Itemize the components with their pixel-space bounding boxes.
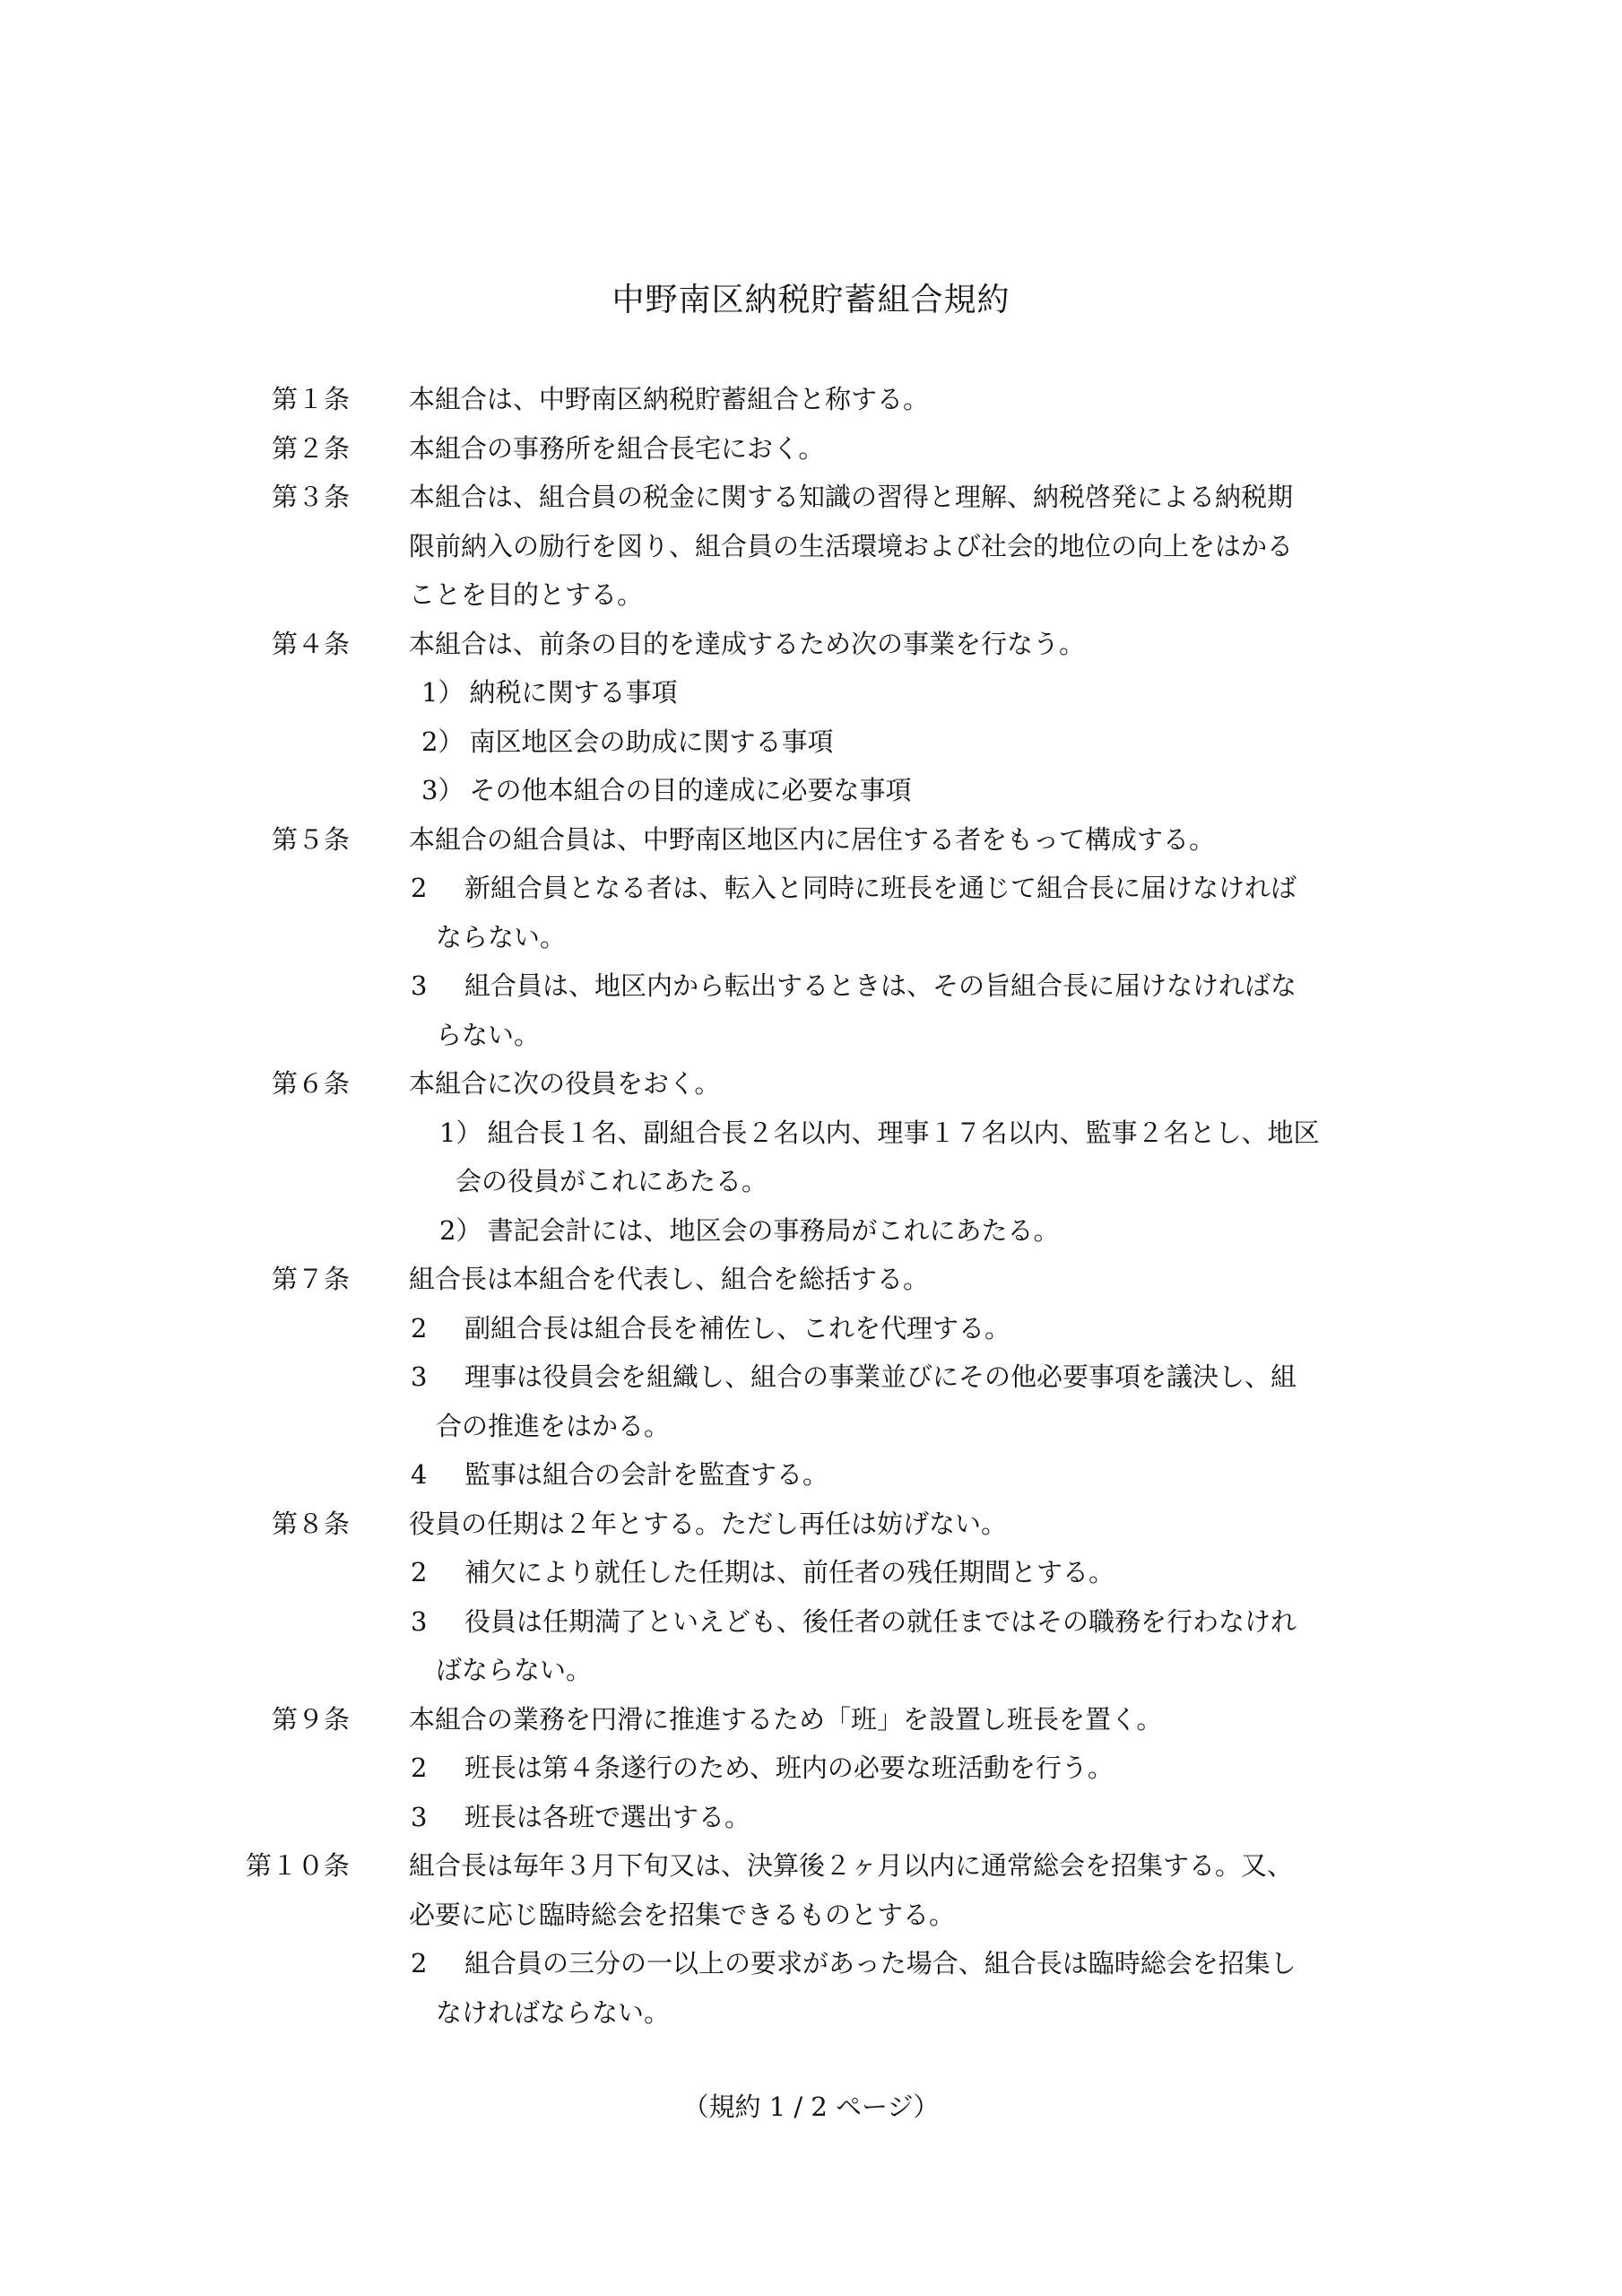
- article-label: 第９条: [271, 1703, 350, 1735]
- page-footer: （規約 1 / 2 ページ）: [682, 2092, 940, 2122]
- article-text: 本組合は、中野南区納税貯蓄組合と称する。: [409, 384, 930, 414]
- article-paragraph: [411, 1597, 1622, 1695]
- article-4: [0, 620, 1622, 669]
- article-text: 本組合の組合員は、中野南区地区内に居住する者をもって構成する。: [409, 823, 1216, 855]
- article-label: 第８条: [271, 1508, 350, 1539]
- article-item: [421, 766, 1622, 815]
- article-label: 第５条: [271, 823, 350, 855]
- article-1: [0, 375, 1622, 424]
- paragraph-continuation: 合の推進をはかる。: [436, 1410, 671, 1441]
- article-text: 本組合は、前条の目的を達成するため次の事業を行なう。: [409, 628, 1086, 659]
- item-text: 南区地区会の助成に関する事項: [469, 726, 834, 757]
- article-text: 役員の任期は２年とする。ただし再任は妨げない。: [409, 1508, 1008, 1539]
- item-text: 納税に関する事項: [469, 677, 678, 708]
- paragraph-text: 新組合員となる者は、転入と同時に班長を通じて組合長に届けなければ: [464, 873, 1297, 903]
- item-continuation: 会の役員がこれにあたる。: [455, 1166, 768, 1196]
- paragraph-continuation: なければならない。: [436, 1996, 671, 2028]
- article-paragraph: [411, 961, 1622, 1059]
- article-item: [439, 1206, 1622, 1256]
- article-5: [0, 815, 1622, 865]
- paragraph-continuation: らない。: [436, 1019, 541, 1050]
- article-label: 第３条: [271, 482, 350, 512]
- item-number: 3）: [421, 775, 464, 805]
- article-item: [421, 718, 1622, 767]
- article-text: 組合長は毎年３月下旬又は、決算後２ヶ月以内に通常総会を招集する。又、: [409, 1850, 1294, 1881]
- paragraph-text: 組合員の三分の一以上の要求があった場合、組合長は臨時総会を招集し: [464, 1948, 1297, 1979]
- paragraph-number: 2: [411, 1752, 428, 1783]
- item-number: 2）: [421, 726, 464, 757]
- article-6: [0, 1059, 1622, 1109]
- item-number: 2）: [439, 1214, 482, 1246]
- paragraph-number: 2: [411, 1557, 428, 1587]
- paragraph-continuation: ばならない。: [436, 1655, 593, 1685]
- paragraph-text: 理事は役員会を組織し、組合の事業並びにその他必要事項を議決し、組: [464, 1361, 1297, 1392]
- article-text: 必要に応じ臨時総会を招集できるものとする。: [409, 1899, 956, 1930]
- paragraph-number: 4: [411, 1459, 428, 1490]
- paragraph-number: 2: [411, 1948, 428, 1979]
- paragraph-number: 3: [411, 1361, 428, 1392]
- article-paragraph: [411, 1548, 1622, 1597]
- document-title: 中野南区納税貯蓄組合規約: [612, 282, 1010, 318]
- article-label: 第７条: [271, 1264, 350, 1294]
- paragraph-number: 3: [411, 970, 428, 1001]
- article-paragraph: [411, 864, 1622, 961]
- paragraph-number: 3: [411, 1801, 428, 1832]
- article-text: 限前納入の励行を図り、組合員の生活環境および社会的地位の向上をはかる: [409, 530, 1294, 561]
- article-label: 第１条: [271, 384, 350, 414]
- item-text: 組合長１名、副組合長２名以内、理事１７名以内、監事２名とし、地区: [487, 1117, 1320, 1148]
- article-text: 本組合に次の役員をおく。: [409, 1068, 721, 1099]
- paragraph-continuation: ならない。: [436, 921, 567, 952]
- item-number: 1）: [421, 677, 464, 708]
- article-9: [0, 1695, 1622, 1744]
- article-10: [0, 1841, 1622, 1939]
- article-text: 組合長は本組合を代表し、組合を総括する。: [409, 1264, 930, 1294]
- paragraph-number: 3: [411, 1605, 428, 1637]
- paragraph-text: 班長は第４条遂行のため、班内の必要な班活動を行う。: [464, 1752, 1114, 1783]
- paragraph-text: 役員は任期満了といえども、後任者の就任まではその職務を行わなけれ: [464, 1605, 1297, 1637]
- article-8: [0, 1500, 1622, 1549]
- article-paragraph: [411, 1304, 1622, 1353]
- article-paragraph: [411, 1793, 1622, 1842]
- paragraph-number: 2: [411, 873, 428, 903]
- article-label: 第１０条: [245, 1850, 350, 1881]
- document-body: [0, 375, 1622, 2037]
- article-7: [0, 1255, 1622, 1304]
- paragraph-text: 班長は各班で選出する。: [464, 1801, 751, 1832]
- item-text: 書記会計には、地区会の事務局がこれにあたる。: [487, 1214, 1060, 1246]
- article-3: [0, 473, 1622, 620]
- article-label: 第２条: [271, 432, 350, 464]
- paragraph-text: 副組合長は組合長を補佐し、これを代理する。: [464, 1312, 1011, 1344]
- item-text: その他本組合の目的達成に必要な事項: [469, 775, 912, 805]
- item-number: 1）: [439, 1117, 482, 1148]
- paragraph-text: 補欠により就任した任期は、前任者の残任期間とする。: [464, 1557, 1115, 1587]
- paragraph-number: 2: [411, 1312, 428, 1344]
- article-paragraph: [411, 1939, 1622, 2037]
- article-text: 本組合の業務を円滑に推進するため「班」を設置し班長を置く。: [409, 1703, 1163, 1735]
- paragraph-text: 組合員は、地区内から転出するときは、その旨組合長に届けなければな: [464, 970, 1297, 1001]
- article-paragraph: [411, 1450, 1622, 1500]
- article-text: ことを目的とする。: [409, 579, 644, 610]
- article-label: 第４条: [271, 628, 350, 659]
- article-item: [421, 668, 1622, 718]
- article-2: [0, 424, 1622, 474]
- article-label: 第６条: [271, 1068, 350, 1099]
- article-paragraph: [411, 1744, 1622, 1793]
- article-text: 本組合の事務所を組合長宅におく。: [409, 432, 825, 464]
- article-item: [439, 1109, 1622, 1206]
- article-text: 本組合は、組合員の税金に関する知識の習得と理解、納税啓発による納税期: [409, 482, 1294, 512]
- article-paragraph: [411, 1352, 1622, 1450]
- paragraph-text: 監事は組合の会計を監査する。: [464, 1459, 829, 1490]
